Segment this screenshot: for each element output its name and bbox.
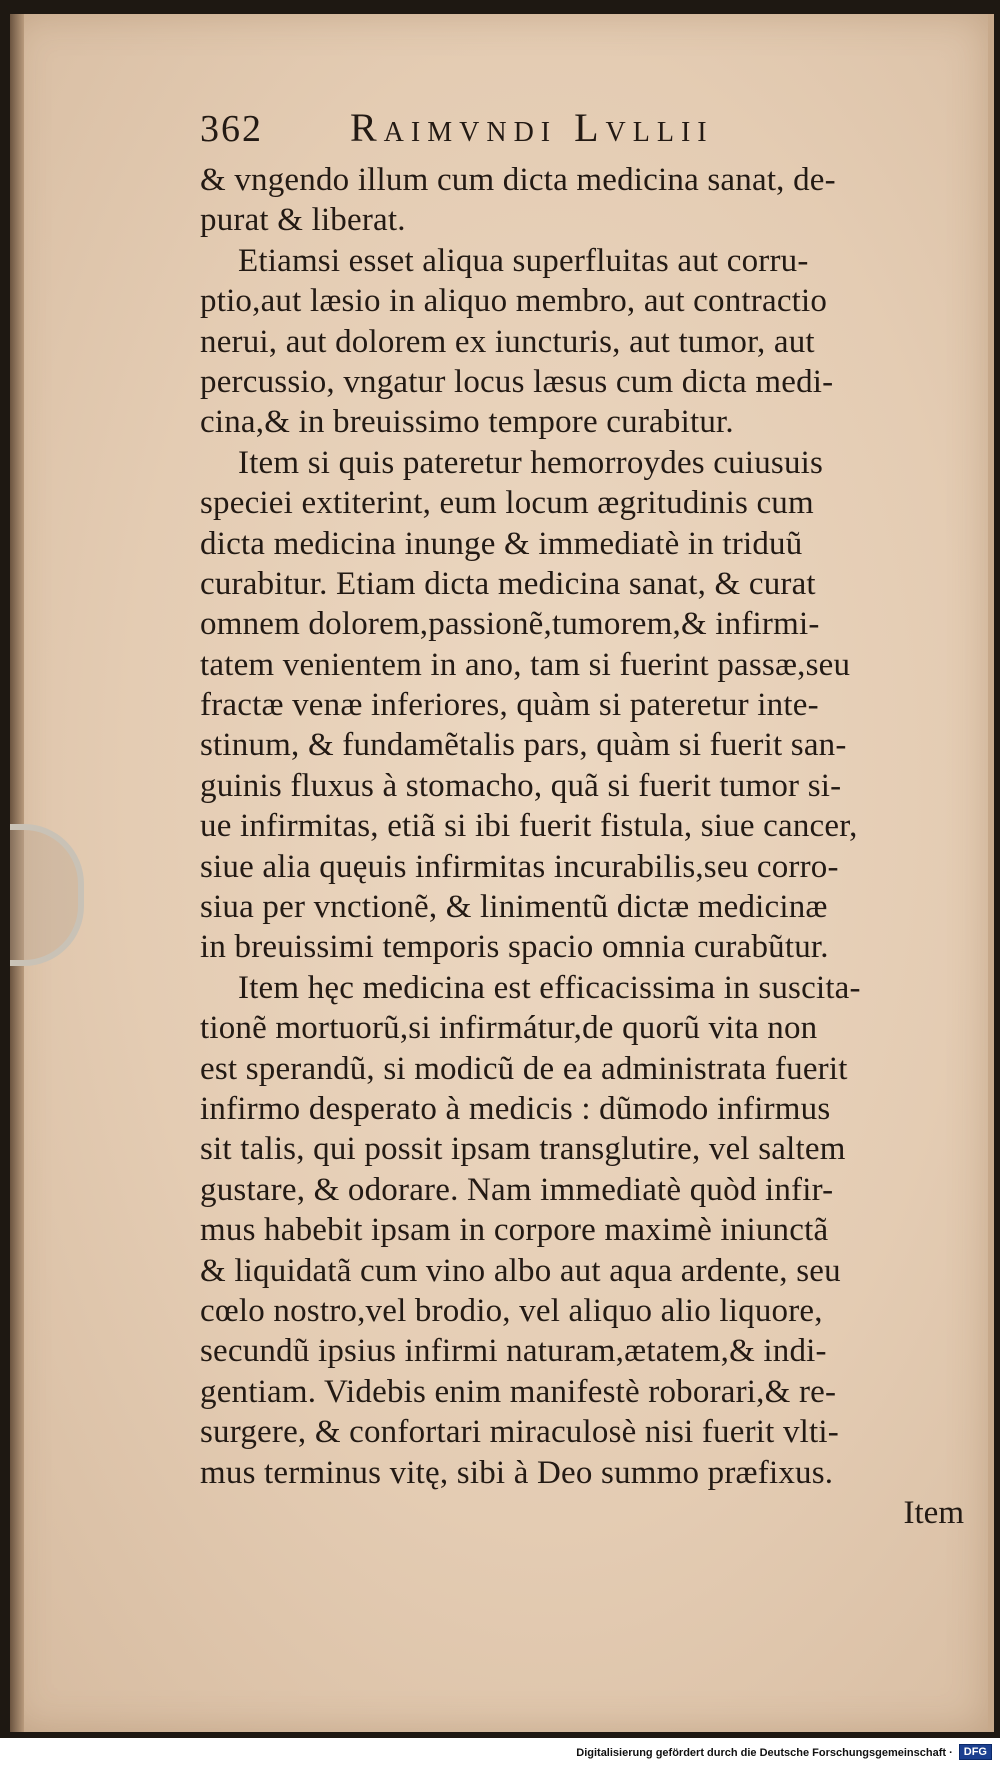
catchword: Item — [903, 1494, 964, 1531]
text-line: secundũ ipsius infirmi naturam,ætatem,& indi- — [200, 1333, 827, 1370]
text-line: tionẽ mortuorũ,si infirmátur,de quorũ vita non — [200, 1010, 818, 1047]
text-line: stinum, & fundamẽtalis pars, quàm si fuerit san- — [200, 727, 847, 764]
dfg-logo: DFG — [959, 1744, 992, 1760]
text-line: siua per vnctionẽ, & linimentũ dictæ medicinæ — [200, 889, 828, 926]
text-line: & vngendo illum cum dicta medicina sanat, de- — [200, 162, 836, 198]
text-line: sit talis, qui possit ipsam transglutire, vel saltem — [200, 1131, 846, 1168]
text-line: curabitur. Etiam dicta medicina sanat, & curat — [200, 565, 816, 602]
text-line: mus habebit ipsam in corpore maximè iniunctã — [200, 1212, 829, 1249]
digitization-footer — [0, 1738, 1000, 1766]
text-line: dicta medicina inunge & immediatè in triduũ — [200, 525, 803, 562]
text-line: surgere, & confortari miraculosè nisi fuerit vlti- — [200, 1414, 839, 1451]
paragraph-start-line: Item si quis pateretur hemorroydes cuiusuis — [238, 444, 824, 481]
text-line: guinis fluxus à stomacho, quã si fuerit tumor si- — [200, 767, 842, 804]
paragraph-start-line: Etiamsi esset aliqua superfluitas aut corru- — [238, 242, 809, 279]
text-line: siue alia quęuis infirmitas incurabilis,seu corro- — [200, 848, 839, 885]
text-line: gentiam. Videbis enim manifestè roborari,& re- — [200, 1373, 837, 1410]
book-clasp — [10, 824, 84, 966]
text-line: percussio, vngatur locus læsus cum dicta medi- — [200, 363, 834, 400]
text-line: cina,& in breuissimo tempore curabitur. — [200, 404, 734, 441]
text-line: cœlo nostro,vel brodio, vel aliquo alio liquore, — [200, 1292, 823, 1329]
text-line: tatem venientem in ano, tam si fuerint passæ,seu — [200, 646, 851, 683]
text-line: fractæ venæ inferiores, quàm si pateretur inte- — [200, 687, 819, 724]
book-page — [10, 14, 994, 1732]
text-line: gustare, & odorare. Nam immediatè quòd infir- — [200, 1171, 834, 1208]
running-head — [200, 104, 970, 160]
text-line: mus terminus vitę, sibi à Deo summo præfixus. — [200, 1454, 834, 1491]
text-line: ptio,aut læsio in aliquo membro, aut contractio — [200, 283, 828, 320]
text-line: ue infirmitas, etiã si ibi fuerit fistula, siue cancer, — [200, 808, 858, 845]
paragraph-start-line: Item hęc medicina est efficacissima in suscita- — [238, 969, 861, 1006]
text-line: & liquidatã cum vino albo aut aqua ardente, seu — [200, 1252, 841, 1289]
text-line: omnem dolorem,passionẽ,tumorem,& infirmi- — [200, 606, 820, 643]
text-block — [200, 104, 970, 1533]
running-title: Raimvndi Lvllii — [350, 105, 714, 150]
text-line: est sperandũ, si modicũ de ea administrata fuerit — [200, 1050, 848, 1087]
text-line: in breuissimi temporis spacio omnia curabũtur. — [200, 929, 829, 966]
page-number: 362 — [200, 108, 263, 150]
text-line: nerui, aut dolorem ex iuncturis, aut tumor, aut — [200, 323, 815, 360]
text-line: purat & liberat. — [200, 202, 406, 239]
text-line: speciei extiterint, eum locum ægritudinis cum — [200, 485, 814, 522]
text-line: infirmo desperato à medicis : dũmodo infirmus — [200, 1090, 831, 1127]
funding-credit: Digitalisierung gefördert durch die Deutsche Forschungsgemeinschaft · — [576, 1747, 953, 1759]
